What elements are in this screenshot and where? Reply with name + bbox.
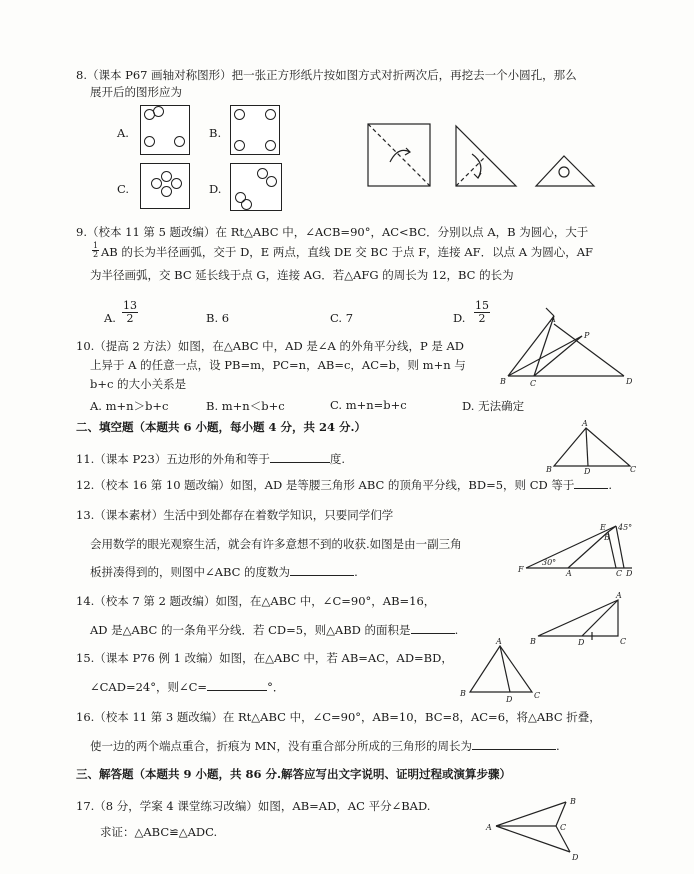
q13-line1: 13.（课本素材）生活中到处都存在着数学知识，只要同学们学 xyxy=(76,508,394,522)
q10-line3: b+c 的大小关系是 xyxy=(90,377,187,391)
q9-option-a-fraction: $\frac{13}{2}$ xyxy=(123,299,137,325)
q10-label-a: A xyxy=(550,315,556,324)
svg-text:D: D xyxy=(626,569,633,578)
q8-option-b-label: B. xyxy=(209,126,222,140)
svg-text:D: D xyxy=(578,638,585,647)
svg-text:C: C xyxy=(560,823,567,832)
q17-line1: 17.（8 分，学案 4 课堂练习改编）如图，AB=AD，AC 平分∠BAD. xyxy=(76,799,431,813)
q13-line2: 会用数学的眼光观察生活，就会有许多意想不到的收获.如图是由一副三角 xyxy=(90,537,462,551)
q9-line3: 为半径画弧，交 BC 延长线于点 G，连接 AG．若△AFG 的周长为 12，BC 的长为 xyxy=(90,268,514,282)
svg-text:B: B xyxy=(530,637,536,646)
q16-line2: 使一边的两个端点重合，折痕为 MN，没有重合部分所成的三角形的周长为 . xyxy=(90,739,560,753)
svg-text:B: B xyxy=(604,533,610,542)
svg-text:C: C xyxy=(616,569,623,578)
q8-option-a-label: A. xyxy=(117,126,129,140)
q14-line2: AD 是△ABC 的一条角平分线．若 CD=5，则△ABD 的面积是 . xyxy=(90,623,459,637)
q10-figure xyxy=(498,312,638,392)
q10-option-d: D. 无法确定 xyxy=(462,399,525,413)
section-2-title: 二、填空题（本题共 6 小题，每小题 4 分，共 24 分.） xyxy=(76,420,367,434)
q8-option-c-figure xyxy=(140,163,190,209)
q10-line1: 10.（提高 2 方法）如图，在△ABC 中，AD 是∠A 的外角平分线，P 是 AD xyxy=(76,339,465,353)
q17-figure xyxy=(486,797,590,862)
svg-text:D: D xyxy=(506,695,513,704)
q10-label-c: C xyxy=(530,379,537,388)
q8-option-c-label: C. xyxy=(117,182,130,196)
q9-line2: AB 的长为半径画弧，交于 D，E 两点，直线 DE 交 BC 于点 F，连接 AF．以点 A 为圆心，AF xyxy=(101,245,594,259)
q10-label-b: B xyxy=(500,377,506,386)
q16-line1: 16.（校本 11 第 3 题改编）在 Rt△ABC 中，∠C=90°，AB=10，BC=8，AC=6，将△ABC 折叠， xyxy=(76,710,601,724)
q10-option-a: A. m+n＞b+c xyxy=(90,399,169,413)
svg-text:F: F xyxy=(518,565,524,574)
q10-line2: 上异于 A 的任意一点，设 PB=m，PC=n，AB=c，AC=b，则 m+n 与 xyxy=(90,358,466,372)
svg-text:45°: 45° xyxy=(618,523,633,532)
svg-text:A: A xyxy=(566,569,572,578)
q10-option-c: C. m+n=b+c xyxy=(330,398,407,412)
section-3-title: 三、解答题（本题共 9 小题，共 86 分.解答应写出文字说明、证明过程或演算步骤） xyxy=(76,767,512,781)
svg-text:A: A xyxy=(486,823,492,832)
svg-text:C: C xyxy=(620,637,627,646)
svg-text:A: A xyxy=(496,637,502,646)
q10-option-b: B. m+n＜b+c xyxy=(206,399,285,413)
q12-figure xyxy=(546,419,637,476)
q10-label-d: D xyxy=(626,377,633,386)
q17-line2: 求证：△ABC≌△ADC. xyxy=(100,825,218,839)
svg-text:E: E xyxy=(600,523,606,532)
q8-line1: 8.（课本 P67 画轴对称图形）把一张正方形纸片按如图方式对折两次后，再挖去一个小圆孔，那么 xyxy=(76,68,577,82)
svg-text:C: C xyxy=(630,465,637,474)
q9-option-b: B. 6 xyxy=(206,311,230,325)
svg-text:C: C xyxy=(534,691,541,700)
svg-text:30°: 30° xyxy=(542,558,557,567)
q8-folding-figure xyxy=(368,124,668,190)
q15-line2: ∠CAD=24°，则∠C= °． xyxy=(90,680,285,694)
q9-line1: 9.（校本 11 第 5 题改编）在 Rt△ABC 中，∠ACB=90°，AC<BC．分别以点 A，B 为圆心，大于 xyxy=(76,225,589,239)
q13-line3: 板拼凑得到的，则图中∠ABC 的度数为 . xyxy=(90,565,358,579)
q11-text: 11.（课本 P23）五边形的外角和等于 度. xyxy=(76,452,345,466)
q8-option-a-figure xyxy=(140,105,190,155)
q9-option-d-fraction: $\frac{15}{2}$ xyxy=(475,299,489,325)
svg-text:A: A xyxy=(616,591,622,600)
q9-half-fraction: $\frac{1}{2}$ xyxy=(93,241,99,259)
svg-text:B: B xyxy=(460,689,466,698)
q10-label-p: P xyxy=(584,331,590,340)
svg-text:D: D xyxy=(584,467,591,476)
q15-figure xyxy=(460,637,554,704)
svg-text:B: B xyxy=(546,465,552,474)
q8-option-d-label: D. xyxy=(209,182,222,196)
svg-text:A: A xyxy=(582,419,588,428)
svg-text:B: B xyxy=(570,797,576,806)
q9-option-d-label: D. xyxy=(453,311,466,325)
q14-line1: 14.（校本 7 第 2 题改编）如图，在△ABC 中，∠C=90°，AB=16， xyxy=(76,594,436,608)
q9-option-a-label: A. xyxy=(104,311,116,325)
q9-option-c: C. 7 xyxy=(330,311,354,325)
svg-text:D: D xyxy=(572,853,579,862)
q12-text: 12.（校本 16 第 10 题改编）如图，AD 是等腰三角形 ABC 的顶角平分线，BD=5，则 CD 等于 . xyxy=(76,478,613,492)
q8-option-b-figure xyxy=(230,105,280,155)
q15-line1: 15.（课本 P76 例 1 改编）如图，在△ABC 中，若 AB=AC，AD=BD， xyxy=(76,651,453,665)
q13-figure xyxy=(520,518,640,578)
q8-line2: 展开后的图形应为 xyxy=(90,85,182,99)
q8-option-d-figure xyxy=(230,163,282,211)
